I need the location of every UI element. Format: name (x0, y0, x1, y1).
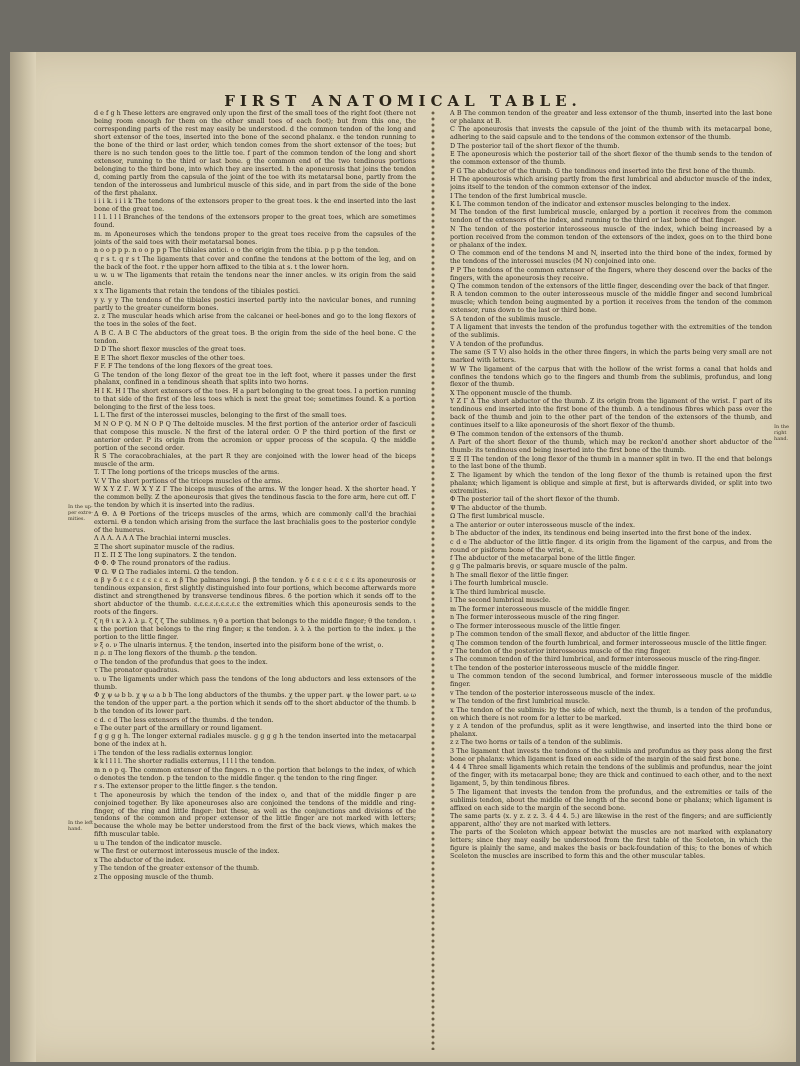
text-entry: q The common tendon of the fourth lumbrical, and former interosseous muscle of the little finger. (450, 638, 767, 647)
text-entry: C The aponeurosis that invests the capsule of the joint of the thumb with its metacarpal bone, adhering to the said capsule and to the tendons of the common extensor of the thumb. (450, 125, 772, 142)
text-entry: c d e The abductor of the little finger. d its origin from the ligament of the carpus, and from the round or pisiform bone of the wrist, e. (450, 537, 772, 554)
text-entry: r s. The extensor proper to the little finger. s the tendon. (94, 782, 278, 791)
text-entry: 5 The ligament that invests the tendon from the profundus, and the extremities or tails of the sublimis tendon, about the middle of the length of the second bone or phalanx; which ligament is affixed on each side to the margin of the second bone. (450, 787, 772, 812)
text-entry: A B The common tendon of the greater and less extensor of the thumb, inserted into the last bone or phalanx at B. (450, 110, 772, 125)
text-entry: Φ The posterior tail of the short flexor of the thumb. (450, 495, 620, 504)
text-entry: s The common tendon of the third lumbrical, and former interosseous muscle of the ring-finger. (450, 655, 761, 664)
text-entry: A B C. A B C The abductors of the great toes. B the origin from the side of the heel bone. C the tendon. (94, 328, 416, 345)
text-entry: Ω The first lumbrical muscle. (450, 512, 545, 521)
text-entry: The parts of the Sceleton which appear betwixt the muscles are not marked with explanatory letters; since they may easily be understood from the first table of the Sceleton, in which the figure is plainly the same, and makes the basis or back-foundation of this; to the bones of which Sceleton the muscles are inscribed to form this and the other muscular tables. (450, 828, 772, 861)
text-entry: z z The two horns or tails of a tendon of the sublimis. (450, 738, 623, 747)
text-entry: b The abductor of the index, its tendinous end being inserted into the first bone of the index. (450, 529, 752, 538)
text-entry: E E The short flexor muscles of the other toes. (94, 353, 245, 362)
text-entry: M N O P Q. M N O P Q The deltoide muscles. M the first portion of the anterior order of fasciculi that compose this muscle. N the first of the lateral order. O P the third portion of the first or anterior order. P its origin from the acromion or upper process of the scapula. Q the middle portion of the second order. (94, 419, 416, 452)
text-entry: z The opposing muscle of the thumb. (94, 872, 214, 881)
text-entry: m. m Aponeuroses which the tendons proper to the great toes receive from the capsules of the joints of the said toes with their metatarsal bones. (94, 229, 416, 246)
text-entry: L L The first of the interossei muscles, belonging to the first of the small toes. (94, 411, 347, 420)
text-entry: K L The common tendon of the indicator and extensor muscles belonging to the index. (450, 199, 731, 208)
text-entry: u w. u w The ligaments that retain the tendons near the inner ancles. w its origin from the said ancle. (94, 271, 416, 288)
page-binding-shadow (10, 52, 36, 1062)
left-text-column (94, 110, 416, 1050)
text-entry: N The tendon of the posterior interosseous muscle of the index, which being increased by a portion received from the common tendon of the extensors of the index, goes on to the third bone or phalanx of the index. (450, 224, 772, 249)
text-entry: n The former interosseous muscle of the ring finger. (450, 613, 620, 622)
text-entry: σ The tendon of the profundus that goes to the index. (94, 657, 268, 666)
text-entry: g g The palmaris brevis, or square muscle of the palm. (450, 562, 628, 571)
text-entry: k The third lumbrical muscle. (450, 587, 546, 596)
text-entry: Ξ Ξ Π The tendon of the long flexor of the thumb in a manner split in two. Π the end that belongs to the last bone of the thumb. (450, 454, 772, 471)
text-entry: r The tendon of the posterior interosseous muscle of the ring finger. (450, 646, 671, 655)
text-entry: F F. F The tendons of the long flexors of the great toes. (94, 362, 273, 371)
text-entry: u u The tendon of the indicator muscle. (94, 838, 222, 847)
text-entry: n o o p p p. n o o p p p The tibiales antici. o o the origin from the tibia. p p p the tendon. (94, 246, 381, 255)
text-entry: V A tendon of the profundus. (450, 339, 544, 348)
text-entry: Q The common tendon of the extensors of the little finger, descending over the back of that finger. (450, 282, 770, 291)
text-entry: p The common tendon of the small flexor, and abductor of the little finger. (450, 630, 691, 639)
text-entry: υ. υ The ligaments under which pass the tendons of the long abductors and less extensors of the thumb. (94, 674, 416, 691)
text-entry: E The aponeurosis which the posterior tail of the short flexor of the thumb sends to the tendon of the common extensor of the thumb. (450, 150, 772, 167)
text-entry: ζ η θ ι κ λ λ λ μ. ζ ζ ζ The sublimes. η θ a portion that belongs to the middle finger; θ the tendon. ι κ the portion that belongs to the ring finger; κ the tendon. λ λ λ the portion to the index. μ the portion to the little finger. (94, 616, 416, 641)
text-entry: π ρ. π The long flexors of the thumb. ρ the tendon. (94, 649, 258, 658)
text-entry: The same parts (x. y z. z z. 3. 4 4 4. 5.) are likewise in the rest of the fingers; and are sufficiently apparent, altho' they are not marked with letters. (450, 812, 772, 828)
text-entry: i The tendon of the less radialis externus longior. (94, 748, 253, 757)
text-entry: R A tendon common to the outer interosseous muscle of the middle finger and second lumbrical muscle; which tendon being augmented by a portion it receives from the tendon of the common extensor, runs down to the last or third bone. (450, 290, 772, 315)
text-entry: D The posterior tail of the short flexor of the thumb. (450, 141, 620, 150)
text-entry: G The tendon of the long flexor of the great toe in the left foot, where it passes under the first phalanx, confined in a tendinous sheath that splits into two horns. (94, 370, 416, 387)
right-text-column (450, 110, 772, 1050)
text-entry: z. z The muscular heads which arise from the calcanei or heel-bones and go to the long flexors of the toes in the soles of the feet. (94, 312, 416, 329)
text-entry: w The first or outermost interosseus muscle of the index. (94, 847, 280, 856)
text-entry: 4 4 4 Three small ligaments which retain the tendons of the sublimis and profundus, near the joint of the finger, with its metacarpal bone; they are thick and continued to each other, and to the next ligament, 5, by thin tendinous fibres. (450, 763, 772, 788)
text-entry: y y. y y The tendons of the tibiales postici inserted partly into the navicular bones, and running partly to the greater cuneiform bones. (94, 295, 416, 312)
text-entry: x The tendon of the sublimis: by the side of which, next the thumb, is a tendon of the profundus, on which there is not room for a letter to be marked. (450, 705, 772, 722)
text-entry: Θ The common tendon of the extensors of the thumb. (450, 429, 624, 438)
text-entry: D D The short flexor muscles of the great toes. (94, 345, 246, 354)
text-entry: P P The tendons of the common extensor of the fingers, where they descend over the backs of the fingers, with the aponeurosis they receive. (450, 265, 772, 282)
text-entry: m n o p q. The common extensor of the fingers. n o the portion that belongs to the index, of which o denotes the tendon. p the tendon to the middle finger. q the tendon to the ring finger. (94, 765, 416, 782)
text-entry: R S The coracobrachiales, at the part R they are conjoined with the lower head of the biceps muscle of the arm. (94, 452, 416, 468)
text-entry: Ψ The abductor of the thumb. (450, 503, 547, 512)
text-entry: Δ Θ. Δ Θ Portions of the triceps muscles of the arms, which are commonly call'd the brachiai externi. Θ a tendon which arising from the surface the last brachialis goes to the posterior condyle of the humerus. (94, 509, 416, 534)
text-entry: Σ The ligament by which the tendon of the long flexor of the thumb is retained upon the first phalanx; which ligament is oblique and simple at first, but is afterwards divided, or split into two extremities. (450, 470, 772, 495)
text-entry: Φ Φ. Φ The round pronators of the radius. (94, 559, 231, 568)
text-entry: M The tendon of the first lumbrical muscle, enlarged by a portion it receives from the common tendon of the extensors of the index, and running to the third or last bone of that finger. (450, 208, 772, 225)
text-entry: T. T The long portions of the triceps muscles of the arms. (94, 468, 280, 477)
text-entry: o The former interosseous muscle of the little finger. (450, 621, 621, 630)
margin-note-left-hand: In the left hand. (68, 820, 93, 832)
text-entry: Λ Λ Λ. Λ Λ Λ The brachiai interni muscles. (94, 534, 231, 543)
text-entry: W X Y Z Γ. W X Y Z Γ The biceps muscles of the arms. W the longer head. X the shorter head. Y the common belly. Z the aponeurosis that gives the tendinous fascia to the fore arm, here cut off. Γ the tendon by which it is inserted into the radius. (94, 485, 416, 510)
text-entry: H I K. H I The short extensors of the toes. H a part belonging to the great toes. I a portion running to that side of the first of the less toes which is next the great toe; sometimes found. K a portion belonging to the first of the less toes. (94, 386, 416, 411)
text-entry: Φ χ ψ ω b b. χ ψ ω a b b The long abductors of the thumbs. χ the upper part. ψ the lower part. ω ω the tendon of the upper part. a the portion which it sends off to the short abductor of the thumb. b b the tendon of its lower part. (94, 691, 416, 716)
text-entry: f g g g g h. The longer external radiales muscle. g g g g h the tendon inserted into the metacarpal bone of the index at h. (94, 732, 416, 749)
text-entry: l The second lumbrical muscle. (450, 596, 551, 605)
text-entry: W W The ligament of the carpus that with the hollow of the wrist forms a canal that holds and confines the tendons which go to the fingers and thumb from the sublimis, profundus, and long flexor of the thumb. (450, 364, 772, 389)
text-entry: S A tendon of the sublimis muscle. (450, 314, 563, 323)
book-page (10, 52, 796, 1062)
text-entry: H The aponeurosis which arising partly from the first lumbrical and abductor muscle of the index, joins itself to the tendon of the common extensor of the index. (450, 175, 772, 192)
text-entry: X The opponent muscle of the thumb. (450, 388, 572, 397)
text-entry: Y Z Γ Δ The short abductor of the thumb. Z its origin from the ligament of the wrist. Γ part of its tendinous end inserted into the first bone of the thumb. Δ a tendinous fibres which pass over the back of the thumb and join to the other part of the tendon of the extensors of the thumb, and continues itself to a like aponeurosis of the short flexor of the thumb. (450, 397, 772, 430)
text-entry: y z A tendon of the profundus, split as it were lengthwise, and inserted into the third bone or phalanx. (450, 722, 772, 738)
text-entry: x x The ligaments that retain the tendons of the tibiales postici. (94, 287, 301, 296)
text-entry: I The tendon of the first lumbrical muscle. (450, 191, 588, 200)
margin-note-upper-extremities: In the up-per extre-mities. (68, 504, 93, 522)
margin-note-right-hand: In the right hand. (774, 424, 789, 442)
text-entry: w The tendon of the first lumbrical muscle. (450, 697, 590, 706)
page-title: FIRST ANATOMICAL TABLE. (224, 92, 582, 110)
text-entry: u The common tendon of the second lumbrical, and former interosseous muscle of the middle finger. (450, 672, 772, 689)
text-entry: T A ligament that invests the tendon of the profundus together with the extremities of the tendon of the sublimis. (450, 323, 772, 340)
text-entry: F G The abductor of the thumb. G the tendinous end inserted into the first bone of the thumb. (450, 166, 756, 175)
text-entry: The same (S T V) also holds in the other three fingers, in which the parts being very small are not marked with letters. (450, 348, 772, 365)
column-divider-ornament (428, 110, 438, 1050)
text-entry: x The abductor of the index. (94, 855, 186, 864)
text-entry: t The tendon of the posterior interosseous muscle of the middle finger. (450, 663, 680, 672)
text-entry: O The common end of the tendons M and N, inserted into the third bone of the index, formed by the tendons of the interossei muscles (M N) conjoined into one. (450, 249, 772, 266)
text-entry: a The anterior or outer interosseous muscle of the index. (450, 520, 636, 529)
text-entry: 3 The ligament that invests the tendons of the sublimis and profundus as they pass along the first bone or phalanx: which ligament is fixed on each side of the margin of the said first bone. (450, 746, 772, 763)
text-entry: i i i k. i i i k The tendons of the extensors proper to the great toes. k the end inserted into the last bone of the great toe. (94, 196, 416, 213)
text-entry: k k l l l l. The shorter radialis externus, l l l l the tendon. (94, 757, 276, 766)
text-entry: Λ Part of the short flexor of the thumb, which may be reckon'd another short abductor of the thumb: its tendinous end being inserted into the first bone of the thumb. (450, 438, 772, 455)
text-entry: Ξ The short supinator muscle of the radius. (94, 542, 235, 551)
text-entry: m The former interosseous muscle of the middle finger. (450, 604, 630, 613)
text-entry: y The tendon of the greater extensor of the thumb. (94, 864, 260, 873)
text-entry: Ψ Ω. Ψ Ω The radiales interni. Ω the tendon. (94, 567, 239, 576)
text-entry: d e f g h These letters are engraved only upon the first of the small toes of the right foot (there not being room enough for them on the other small toes of each foot); but from this one, the corresponding parts of the rest may easily be understood. d the common tendon of the long and short extensor of the toes, inserted into the bone of the second phalanx. e the tendon running to the bone of the third or last order, which tendon comes from the short extensor of the toes; but there is no such tendon goes to the little toe. f part of the common tendon of the long and short extensor, running to the third or last bone. g the common end of the two tendinous portions belonging to the third bone, into which they are inserted. h the aponeurosis that joins the tendon d, coming partly from the capsula of the joint of the toe with its metatarsal bone, partly from the tendon of the interosseus and lumbricul muscle of this side, and in part from the side of the bone of the first phalanx. (94, 110, 416, 197)
text-entry: e The outer part of the armillary or round ligament. (94, 723, 263, 732)
text-entry: l l l. l l l Branches of the tendons of the extensors proper to the great toes, which are sometimes found. (94, 213, 416, 230)
text-entry: α β γ δ ε ε ε ε ε ε ε ε ε. α β The palmares longi. β the tendon. γ δ ε ε ε ε ε ε ε ε its aponeurosis or tendinous expansion, first slightly distinguished into four portions, which become afterwards more distinct and strengthened by transverse tendinous fibres. δ the portion which it sends off to the short abductor of the thumb. ε.ε.ε.ε.ε.ε.ε.ε.ε the extremities which this aponeurosis sends to the roots of the fingers. (94, 576, 416, 617)
text-entry: Π Σ. Π Σ The long supinators. Σ the tendon. (94, 550, 237, 559)
text-entry: V. V The short portions of the triceps muscles of the arms. (94, 476, 283, 485)
text-entry: h The small flexor of the little finger. (450, 570, 569, 579)
text-entry: ν ξ ο. ν The ulnaris internus. ξ the tendon, inserted into the pisiform bone of the wrist, ο. (94, 640, 384, 649)
text-entry: τ The pronator quadratus. (94, 666, 180, 675)
text-entry: v The tendon of the posterior interosseous muscle of the index. (450, 688, 656, 697)
text-entry: q r s t. q r s t The ligaments that cover and confine the tendons at the bottom of the leg, and on the back of the foot. r the upper horn affixed to the tibia at s. t the lower horn. (94, 254, 416, 271)
text-entry: c d. c d The less extensors of the thumbs. d the tendon. (94, 715, 274, 724)
text-entry: i The fourth lumbrical muscle. (450, 579, 549, 588)
text-entry: f The abductor of the metacarpal bone of the little finger. (450, 553, 636, 562)
text-entry: t The aponeurosis by which the tendon of the index o, and that of the middle finger p are conjoined together. By like aponeuroses also are conjoined the tendons of the middle and ring-finger, of the ring and little finger: but these, as well as the conjunctions and divisions of the tendons of the common and proper extensor of the little finger are not marked with letters; because the whole may be better understood from the first of the back views, which makes the fifth muscular table. (94, 790, 416, 839)
